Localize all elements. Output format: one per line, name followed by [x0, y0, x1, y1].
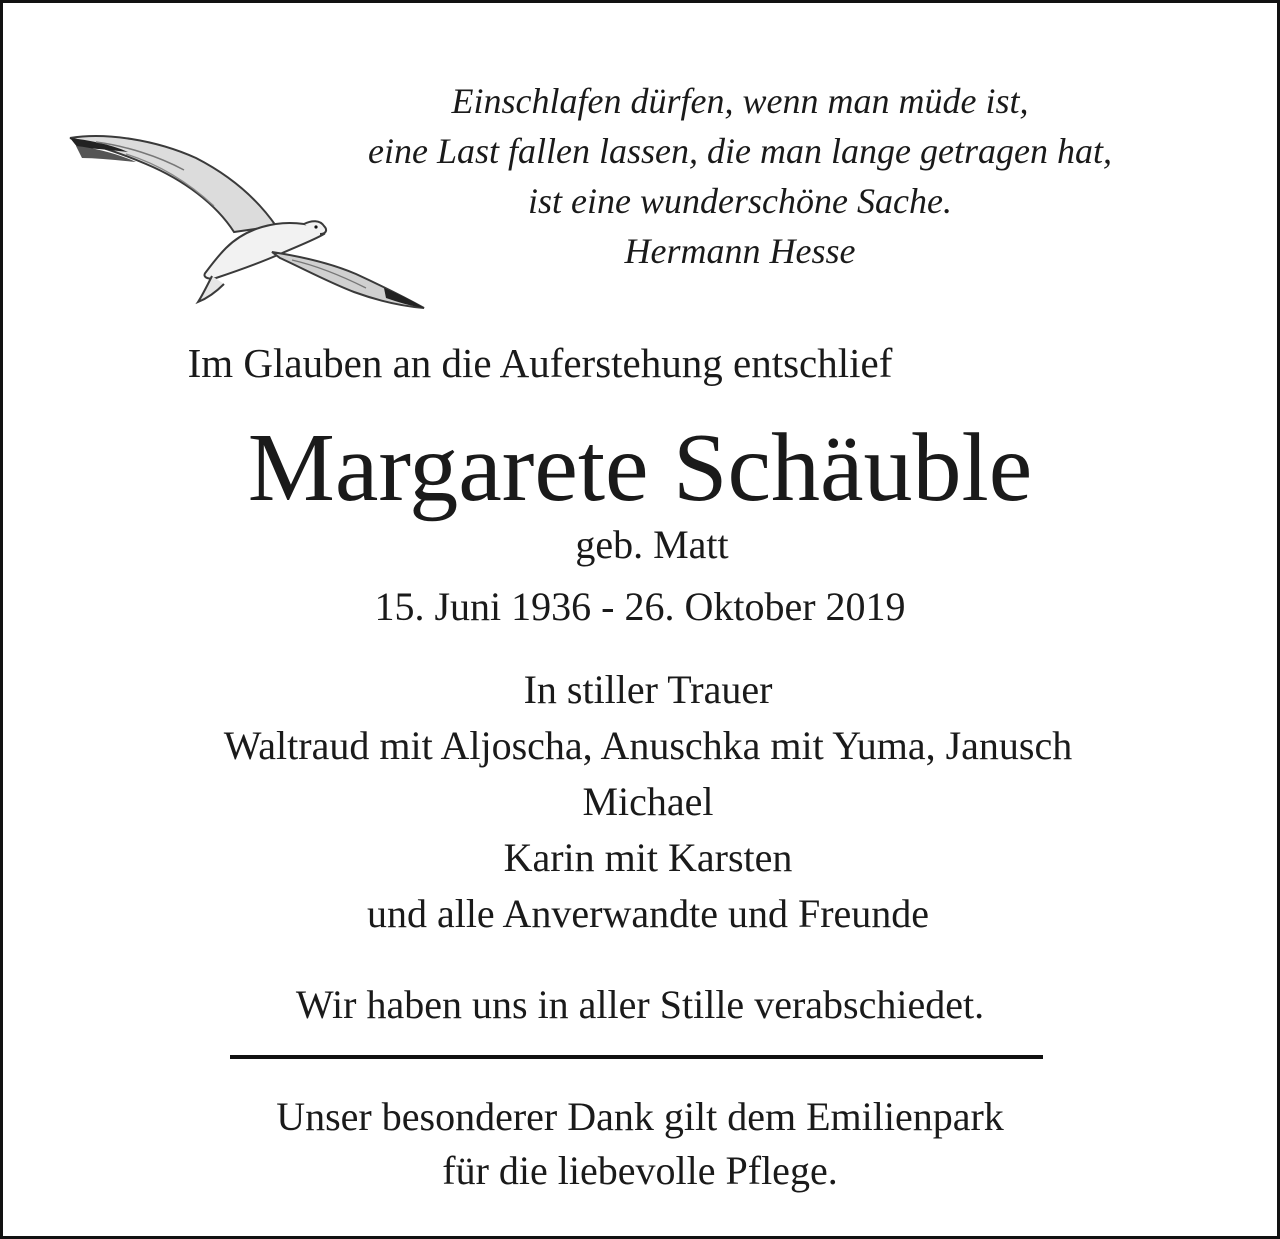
mourner-line: und alle Anverwandte und Freunde	[366, 891, 930, 936]
deceased-name: Margarete Schäuble	[247, 414, 1033, 522]
thanks-line: Unser besonderer Dank gilt dem Emilienpark	[276, 1094, 1004, 1139]
quote-author: Hermann Hesse	[624, 231, 856, 271]
quote-line: ist eine wunderschöne Sache.	[528, 181, 952, 221]
divider-rule	[230, 1055, 1043, 1059]
quote-block	[200, 76, 1280, 276]
life-dates: 15. Juni 1936 - 26. Oktober 2019	[374, 584, 906, 629]
quote-line: eine Last fallen lassen, die man lange getragen hat,	[368, 131, 1112, 171]
birth-name: geb. Matt	[575, 522, 729, 567]
intro-text: Im Glauben an die Auferstehung entschlief	[187, 340, 893, 386]
thanks-line: für die liebevolle Pflege.	[442, 1148, 838, 1193]
mourners-block	[8, 662, 1280, 942]
mourners-heading: In stiller Trauer	[523, 667, 773, 712]
quote-line: Einschlafen dürfen, wenn man müde ist,	[451, 81, 1029, 121]
mourner-line: Waltraud mit Aljoscha, Anuschka mit Yuma, Janusch	[223, 723, 1073, 768]
mourner-line: Karin mit Karsten	[503, 835, 793, 880]
thanks-block	[0, 1090, 1280, 1198]
farewell-note: Wir haben uns in aller Stille verabschiedet.	[295, 982, 985, 1027]
mourner-line: Michael	[582, 779, 714, 824]
